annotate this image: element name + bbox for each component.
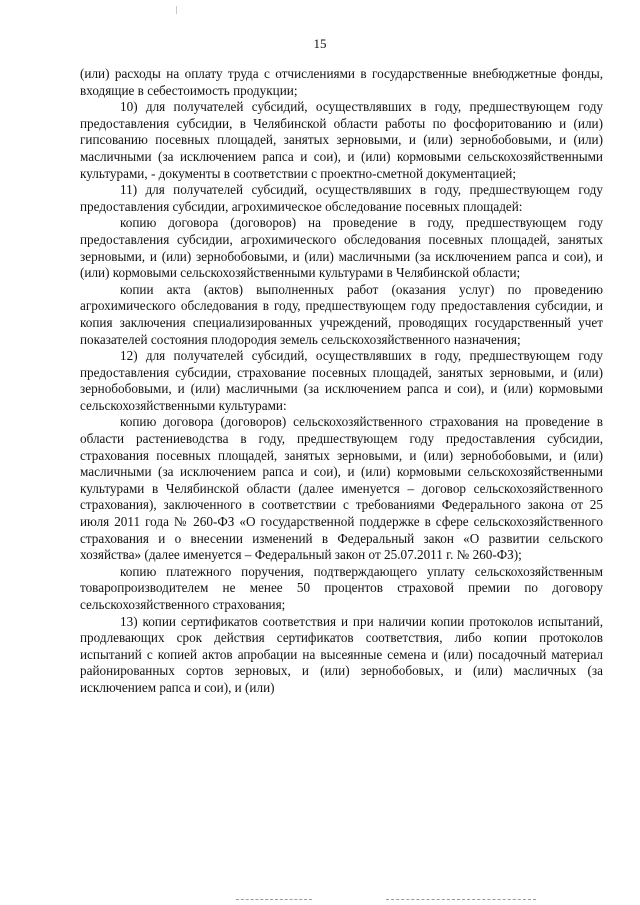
paragraph-insurance-contract: копию договора (договоров) сельскохозяйственного страхования на проведение в области растениеводства в году, предшествующем году предоставления субсидии, страхования посевных площадей, занятых зерновыми, и (или) зернобобовыми, и (или) масличными (за исключением рапса и сои), и (или) кормовыми сельскохозяйственными культурами в Челябинской области (далее именуется – договор сельскохозяйственного страхования), заключенного в соответствии с требованиями Федерального закона от 25 июля 2011 года № 260-ФЗ «О государственной поддержке в сфере сельскохозяйственного страхования и о внесении изменений в Федеральный закон «О развитии сельского хозяйства» (далее именуется – Федеральный закон от 25.07.2011 г. № 260-ФЗ);	[80, 414, 603, 563]
paragraph-contract-copy: копию договора (договоров) на проведение в году, предшествующем году предоставления субсидии, агрохимического обследования посевных площадей, занятых зерновыми, и (или) зернобобовыми, и (или) масличными (за исключением рапса и сои), и (или) кормовыми сельскохозяйственными культурами в Челябинской области;	[80, 215, 603, 281]
footer-dashed-line-left	[236, 899, 312, 901]
paragraph-item-11: 11) для получателей субсидий, осуществлявших в году, предшествующем году предоставления субсидии, агрохимическое обследование посевных площадей:	[80, 182, 603, 214]
paragraph-continuation-expenses: (или) расходы на оплату труда с отчислениями в государственные внебюджетные фонды, входящие в себестоимость продукции;	[80, 66, 603, 98]
paragraph-item-13: 13) копии сертификатов соответствия и при наличии копии протоколов испытаний, продлевающих срок действия сертификатов соответствия, либо копии протоколов испытаний с копией актов апробации на высеянные семена и (или) посадочный материал районированных сортов зерновых, и (или) зернобобовых, и (или) масличных (за исключением рапса и сои), и (или)	[80, 613, 603, 695]
paragraph-item-10: 10) для получателей субсидий, осуществлявших в году, предшествующем году предоставления субсидии, в Челябинской области работы по фосфоритованию и (или) гипсованию посевных площадей, занятых зерновыми, и (или) зернобобовыми, и (или) масличными (за исключением рапса и сои), и (или) кормовыми сельскохозяйственными культурами, - документы в соответствии с проектно-сметной документацией;	[80, 99, 603, 181]
paragraph-acts-copy: копии акта (актов) выполненных работ (оказания услуг) по проведению агрохимического обследования в году, предшествующем году предоставления субсидии, и копия заключения специализированных учреждений, проводящих государственный учет показателей состояния плодородия земель сельскохозяйственного назначения;	[80, 281, 603, 347]
footer-dashed-line-right	[386, 899, 536, 901]
paragraph-item-12: 12) для получателей субсидий, осуществлявших в году, предшествующем году предоставления субсидии, страхование посевных площадей, занятых зерновыми, и (или) зернобобовыми, и (или) масличными (за исключением рапса и сои), и (или) кормовыми сельскохозяйственными культурами:	[80, 348, 603, 413]
scan-artifact-mark	[176, 6, 177, 14]
page-number: 15	[313, 36, 327, 51]
paragraph-payment-order: копию платежного поручения, подтверждающего уплату сельскохозяйственным товаропроизводителем не менее 50 процентов страховой премии по договору сельскохозяйственного страхования;	[80, 563, 603, 612]
document-body	[80, 66, 603, 697]
